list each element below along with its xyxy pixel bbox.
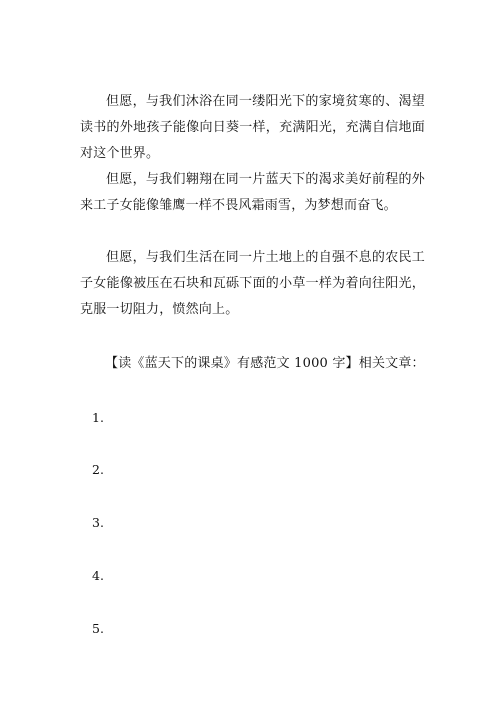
related-articles-heading: 【读《蓝天下的课桌》有感范文 1000 字】相关文章： xyxy=(105,356,425,371)
body-paragraph-3: 但愿，与我们生活在同一片土地上的自强不息的农民工子女能像被压在石块和瓦砾下面的小草一样为着向往阳光，克服一切阻力，愤然向上。 xyxy=(80,250,425,317)
related-list-item-3[interactable]: 3. xyxy=(92,515,104,530)
body-paragraph-1: 但愿，与我们沐浴在同一缕阳光下的家境贫寒的、渴望读书的外地孩子能像向日葵一样，充满阳光，充满自信地面对这个世界。 xyxy=(80,94,425,161)
related-list-item-5[interactable]: 5. xyxy=(92,621,104,636)
related-list-item-1[interactable]: 1. xyxy=(92,410,104,425)
related-list-item-4[interactable]: 4. xyxy=(92,568,104,583)
related-list-item-2[interactable]: 2. xyxy=(92,462,104,477)
body-paragraph-2: 但愿，与我们翱翔在同一片蓝天下的渴求美好前程的外来工子女能像雏鹰一样不畏风霜雨雪，为梦想而奋飞。 xyxy=(80,172,425,213)
